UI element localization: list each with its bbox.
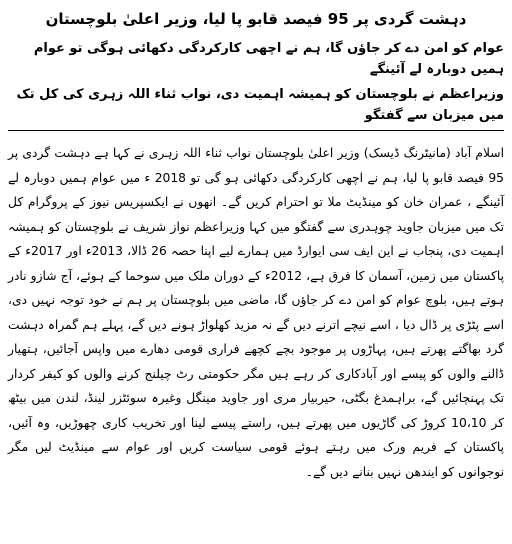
article-body: اسلام آباد (مانیٹرنگ ڈیسک) وزیر اعلیٰ بلوچستان نواب ثناء اللہ زہری نے کہا ہے دہشت گردی پر 95 فیصد قابو پا لیا، ہم نے اچھی کارکردگی دکھائی ہو گی تو 2018 ء میں عوام ہمیں دوبارہ لے آئینگے ، عمران خان کو مینڈیٹ ملا تو احترام کریں گے۔ انھوں نے ایکسپریس نیوز کے پروگرام کل تک میں میزبان جاوید چوہدری سے گفتگو میں کہا وزیراعظم نواز شریف نے بلوچستان کو ہمیشہ اہمیت دی، پنجاب نے این ایف سی ایوارڈ میں ہمارے لیے اپنا حصہ 26 ڈالا، 2013ء اور 2017ء کے پاکستان میں زمین، آسمان کا فرق ہے، 2012ء کے دوران ملک میں سوحما کے ہوئے، آج شازو نادر ہوتے ہیں، بلوچ عوام کو امن دے کر جاؤں گا، ماضی میں بلوچستان پر ہم نے خود توجہ نہیں دی، اسے پٹڑی پر ڈال دیا ، اسے نیچے اترنے دیں گے نہ مزید کھلواڑ ہونے دیں گے، پہلے ہم گمراہ دہشت گرد بھاگتے پھرتے ہیں، پہاڑوں پر موجود بچے کچھے فراری قومی دھارے میں واپس آجائیں، ہتھیار ڈالنے والوں کو پیسے اور آبادکاری کر رہے ہیں مگر حکومتی رٹ چیلنج کرنے والوں کو کیفر کردار تک پہنچائیں گے، براہمدغ بگٹی، حیربیار مری اور جاوید مینگل وغیرہ سوئٹزر لینڈ، لندن میں بیٹھ کر 10،10 کروڑ کی گاڑیوں میں پھرتے ہیں، راستے پیسے لینا اور تخریب کاری چھوڑیں، وہ آئیں، پاکستان کے فریم ورک میں رہتے ہوئے قومی سیاست کریں اور عوام سے مینڈیٹ لیں مگر نوجوانوں کو ایندھن نہیں بنانے دیں گے۔ — [8, 146, 505, 479]
deck-line-2: وزیراعظم نے بلوچستان کو ہمیشہ اہمیت دی، نواب ثناء اللہ زہری کی کل تک میں میزبان سے گفتگو — [16, 87, 504, 123]
deck-line-1: عوام کو امن دے کر جاؤں گا، ہم نے اچھی کارکردگی دکھائی ہوگی تو عوام ہمیں دوبارہ لے آئینگے — [33, 41, 504, 77]
divider — [8, 130, 504, 131]
headline: دہشت گردی پر 95 فیصد قابو پا لیا، وزیر اعلیٰ بلوچستان — [45, 10, 467, 28]
